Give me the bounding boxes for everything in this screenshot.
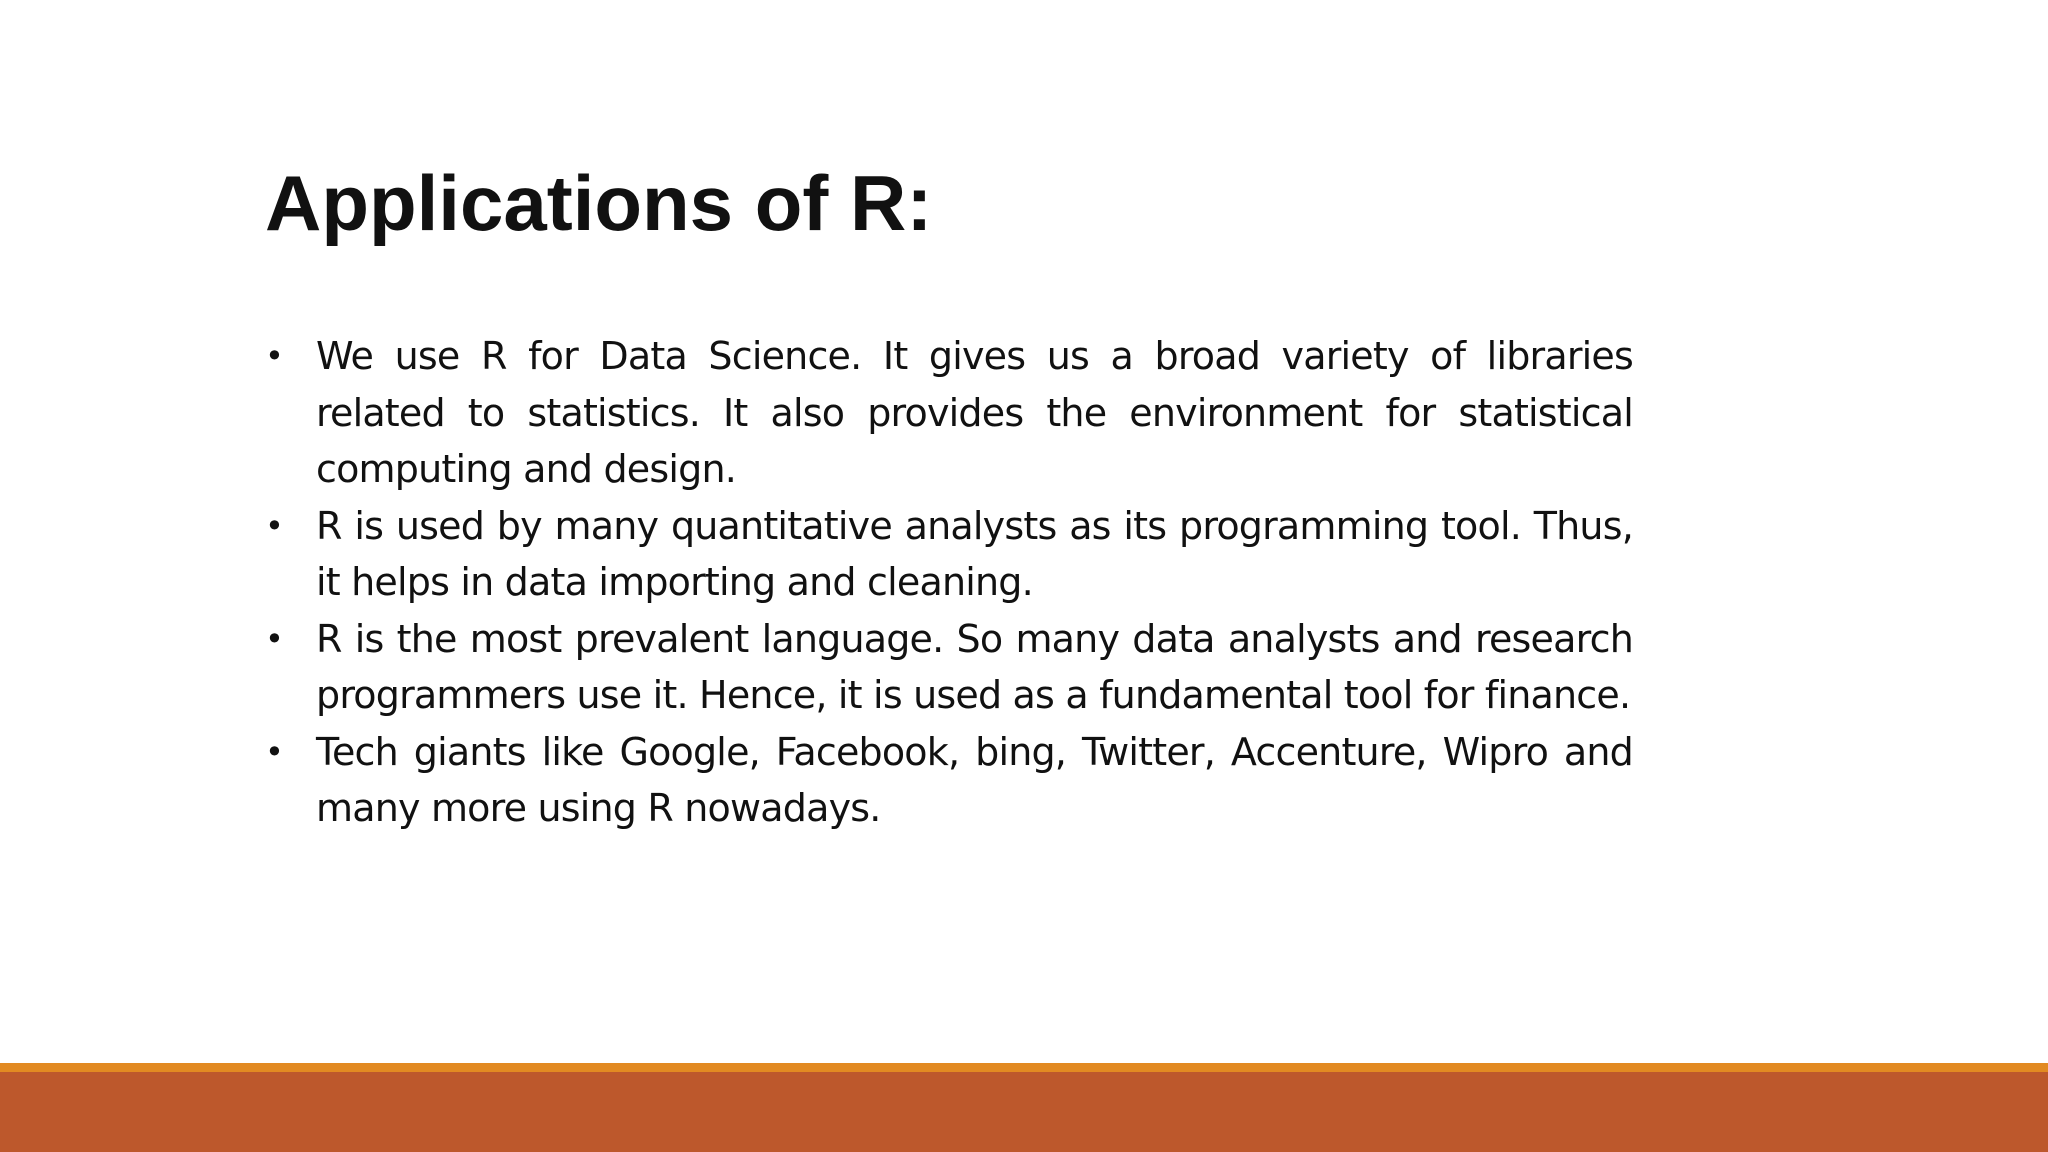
bullet-text: Tech giants like Google, Facebook, bing, Twitter, Accenture, Wipro and many more using R nowadays. [316,729,1633,830]
bullet-list [265,328,1633,837]
footer-accent-stripe [0,1063,2048,1072]
bullet-item-finance [265,611,1633,724]
bullet-item-tech-giants [265,724,1633,837]
slide-title: Applications of R: [265,159,933,247]
bullet-text: We use R for Data Science. It gives us a broad variety of libraries related to statistics. It also provides the environment for statistical computing and design. [316,334,1633,491]
bullet-item-data-science [265,328,1633,498]
bullet-dot-icon: • [265,732,284,771]
footer-band [0,1072,2048,1152]
bullet-dot-icon: • [265,337,284,375]
bullet-dot-icon: • [265,619,284,658]
bullet-text: R is the most prevalent language. So many data analysts and research programmers use it. Hence, it is used as a fundamental tool for finance. [316,616,1633,717]
bullet-text: R is used by many quantitative analysts as its programming tool. Thus, it helps in data importing and cleaning. [316,503,1633,604]
bullet-dot-icon: • [265,506,284,545]
bullet-item-quantitative-analysts [265,498,1633,611]
